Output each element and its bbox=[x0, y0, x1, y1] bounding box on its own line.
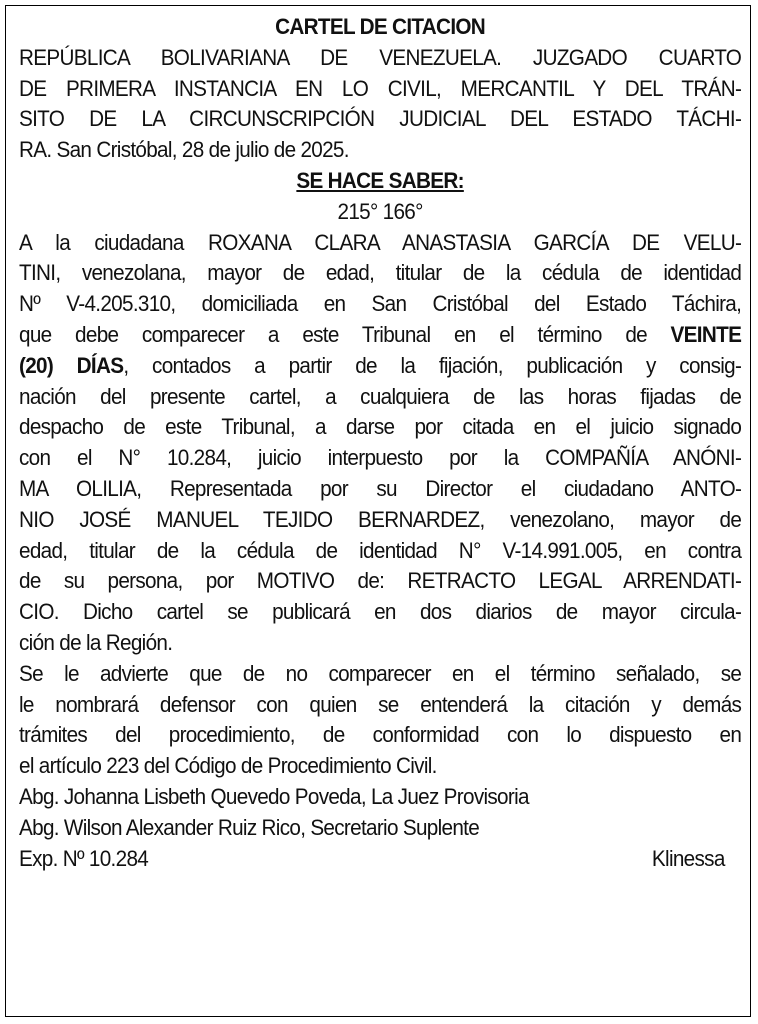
body-line: Nº V-4.205.310, domiciliada en San Cristóbal del Estado Táchira, bbox=[19, 291, 742, 317]
notice-title: CARTEL DE CITACION bbox=[275, 14, 486, 39]
citation-notice bbox=[19, 12, 741, 874]
warning-line: le nombrará defensor con quien se entenderá la citación y demás bbox=[19, 691, 742, 717]
header-line-date: RA. San Cristóbal, 28 de julio de 2025. bbox=[19, 137, 349, 163]
body-line: despacho de este Tribunal, a darse por citada en el juicio signado bbox=[19, 414, 742, 440]
judge-signature: Abg. Johanna Lisbeth Quevedo Poveda, La Juez Provisoria bbox=[19, 783, 529, 809]
body-line-last: ción de la Región. bbox=[19, 629, 173, 655]
subtitle-text: SE HACE SABER: bbox=[296, 167, 464, 193]
secretary-signature: Abg. Wilson Alexander Ruiz Rico, Secretario Suplente bbox=[19, 814, 480, 840]
body-line: TINI, venezolana, mayor de edad, titular de la cédula de identidad bbox=[19, 260, 742, 286]
body-line: A la ciudadana ROXANA CLARA ANASTASIA GARCÍA DE VELU- bbox=[19, 229, 742, 255]
body-text: que debe comparecer a este Tribunal en el término de bbox=[19, 321, 671, 347]
header-line: REPÚBLICA BOLIVARIANA DE VENEZUELA. JUZGADO CUARTO bbox=[19, 44, 742, 70]
body-line: nación del presente cartel, a cualquiera de las horas fijadas de bbox=[19, 383, 742, 409]
publisher-name: Klinessa bbox=[651, 845, 725, 871]
warning-line: trámites del procedimiento, de conformidad con lo dispuesto en bbox=[19, 722, 742, 748]
body-line: NIO JOSÉ MANUEL TEJIDO BERNARDEZ, venezolano, mayor de bbox=[19, 506, 742, 532]
notice-subtitle bbox=[19, 166, 741, 197]
term-emphasis: (20) DÍAS bbox=[19, 352, 124, 378]
body-line: de su persona, por MOTIVO de: RETRACTO LEGAL ARRENDATI- bbox=[19, 568, 742, 594]
term-emphasis: VEINTE bbox=[670, 321, 742, 347]
footer-row bbox=[19, 844, 741, 875]
expediente-number: Exp. Nº 10.284 bbox=[19, 845, 149, 871]
warning-line: Se le advierte que de no comparecer en el término señalado, se bbox=[19, 660, 742, 686]
header-line: DE PRIMERA INSTANCIA EN LO CIVIL, MERCANTIL Y DEL TRÁN- bbox=[19, 75, 742, 101]
body-line: CIO. Dicho cartel se publicará en dos diarios de mayor circula- bbox=[19, 599, 742, 625]
body-line bbox=[19, 351, 741, 382]
header-line: SITO DE LA CIRCUNSCRIPCIÓN JUDICIAL DEL ESTADO TÁCHI- bbox=[19, 106, 742, 132]
body-line: MA OLILIA, Representada por su Director el ciudadano ANTO- bbox=[19, 475, 742, 501]
ref-numbers: 215° 166° bbox=[337, 198, 423, 224]
body-line: con el N° 10.284, juicio interpuesto por la COMPAÑÍA ANÓNI- bbox=[19, 445, 742, 471]
body-line: edad, titular de la cédula de identidad N° V-14.991.005, en contra bbox=[19, 537, 742, 563]
body-line bbox=[19, 320, 741, 351]
warning-line-last: el artículo 223 del Código de Procedimiento Civil. bbox=[19, 753, 437, 779]
body-text: , contados a partir de la fijación, publicación y consig- bbox=[123, 352, 742, 378]
